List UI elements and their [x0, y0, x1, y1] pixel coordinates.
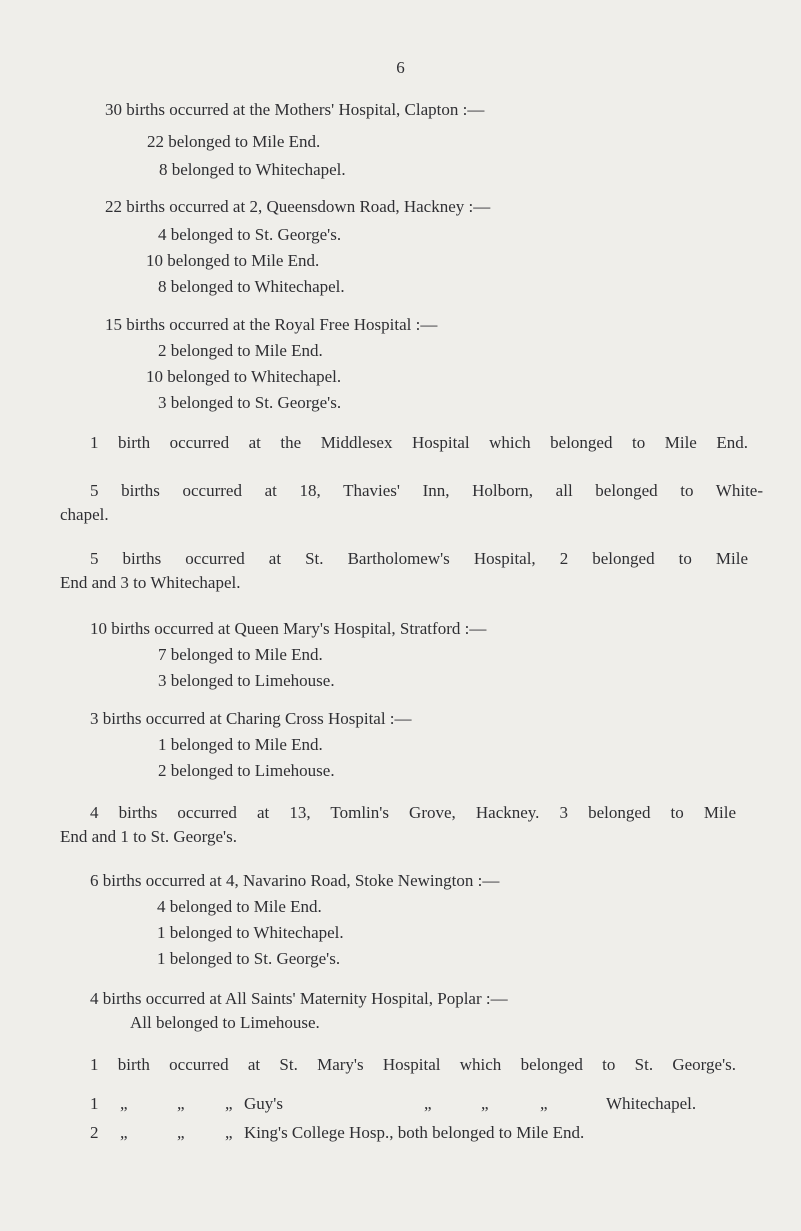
ditto-mark: „ — [177, 1123, 185, 1142]
entry-line-continued: End and 3 to Whitechapel. — [60, 573, 241, 592]
entry-heading: 15 births occurred at the Royal Free Hospital :— — [105, 315, 438, 334]
entry-line-continued: End and 1 to St. George's. — [60, 827, 237, 846]
entry-item: 7 belonged to Mile End. — [158, 645, 323, 664]
entry-item: 22 belonged to Mile End. — [147, 132, 321, 151]
ditto-mark: „ — [225, 1123, 233, 1142]
entry-item: 4 belonged to Mile End. — [157, 897, 322, 916]
ditto-count: 1 — [90, 1094, 99, 1113]
entry-heading: 1 birth occurred at the Middlesex Hospital which belonged to Mile End. — [90, 433, 748, 452]
entry-item: 1 belonged to St. George's. — [157, 949, 341, 968]
entry-heading: 10 births occurred at Queen Mary's Hospital, Stratford :— — [90, 619, 487, 638]
ditto-mark: „ — [540, 1094, 548, 1113]
entry-item: 8 belonged to Whitechapel. — [158, 277, 345, 296]
entry-heading: 1 birth occurred at St. Mary's Hospital which belonged to St. George's. — [90, 1055, 736, 1074]
ditto-mark: „ — [225, 1094, 233, 1113]
hospital-name: Guy's — [244, 1094, 283, 1113]
ditto-count: 2 — [90, 1123, 99, 1142]
hospital-name: King's College Hosp., both belonged to Mile End. — [244, 1123, 585, 1142]
ditto-mark: „ — [481, 1094, 489, 1113]
entry-item: 3 belonged to St. George's. — [158, 393, 342, 412]
ditto-mark: „ — [120, 1123, 128, 1142]
page-number: 6 — [396, 58, 405, 77]
ditto-mark: „ — [424, 1094, 432, 1113]
entry-line: 4 births occurred at 13, Tomlin's Grove, Hackney. 3 belonged to Mile — [90, 803, 736, 822]
entry-heading: 6 births occurred at 4, Navarino Road, Stoke Newington :— — [90, 871, 500, 890]
entry-item: 1 belonged to Mile End. — [158, 735, 323, 754]
entry-item: 2 belonged to Mile End. — [158, 341, 323, 360]
entry-item: 10 belonged to Mile End. — [146, 251, 320, 270]
entry-item: 1 belonged to Whitechapel. — [157, 923, 344, 942]
entry-heading: 22 births occurred at 2, Queensdown Road, Hackney :— — [105, 197, 491, 216]
entry-item: 8 belonged to Whitechapel. — [159, 160, 346, 179]
entry-line-continued: chapel. — [60, 505, 109, 524]
district-name: Whitechapel. — [606, 1094, 697, 1113]
entry-item: 3 belonged to Limehouse. — [158, 671, 335, 690]
entry-line: 5 births occurred at 18, Thavies' Inn, Holborn, all belonged to White- — [90, 481, 763, 500]
entry-item: 4 belonged to St. George's. — [158, 225, 342, 244]
entry-heading: 3 births occurred at Charing Cross Hospital :— — [90, 709, 412, 728]
ditto-row — [0, 1123, 801, 1145]
entry-heading: 4 births occurred at All Saints' Maternity Hospital, Poplar :— — [90, 989, 508, 1008]
entry-line: 5 births occurred at St. Bartholomew's Hospital, 2 belonged to Mile — [90, 549, 748, 568]
ditto-mark: „ — [177, 1094, 185, 1113]
entry-item: 10 belonged to Whitechapel. — [146, 367, 342, 386]
ditto-row — [0, 1094, 801, 1116]
entry-item: 2 belonged to Limehouse. — [158, 761, 335, 780]
entry-heading: 30 births occurred at the Mothers' Hospital, Clapton :— — [105, 100, 485, 119]
ditto-mark: „ — [120, 1094, 128, 1113]
entry-item: All belonged to Limehouse. — [130, 1013, 320, 1032]
